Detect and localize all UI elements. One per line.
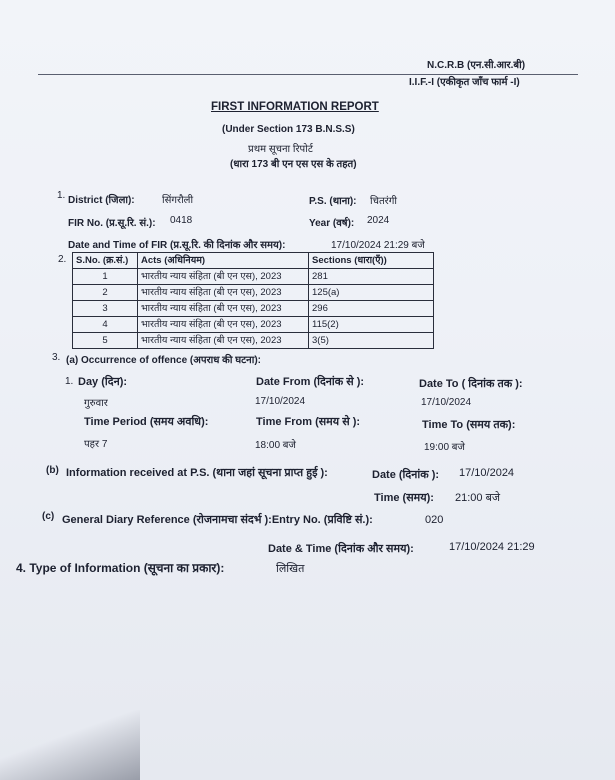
report-title: FIRST INFORMATION REPORT: [211, 101, 379, 113]
under-section: (Under Section 173 B.N.S.S): [222, 124, 355, 135]
c-marker: (c): [42, 511, 55, 522]
sections-header: Sections (धारा(एँ)): [309, 253, 434, 269]
item1-number: 1.: [57, 190, 66, 201]
row-sno: 4: [73, 317, 138, 333]
date-to-label: Date To ( दिनांक तक ):: [419, 378, 523, 390]
row-section: 281: [309, 269, 434, 285]
fir-datetime-label: Date and Time of FIR (प्र.सू.रि. की दिनांक और समय):: [68, 240, 286, 251]
gd-entry-value: 020: [425, 514, 444, 526]
row-act: भारतीय न्याय संहिता (बी एन एस), 2023: [138, 301, 309, 317]
date-from-value: 17/10/2024: [255, 396, 306, 407]
info-time-value: 21:00 बजे: [455, 492, 501, 504]
row-sno: 1: [73, 269, 138, 285]
info-date-label: Date (दिनांक ):: [372, 469, 440, 481]
day-number: 1.: [65, 376, 74, 387]
fir-datetime-value: 17/10/2024 21:29 बजे: [331, 240, 425, 251]
time-to-value: 19:00 बजे: [424, 442, 465, 453]
hindi-section: (धारा 173 बी एन एस एस के तहत): [230, 159, 357, 170]
year-value: 2024: [367, 215, 390, 226]
time-period-label: Time Period (समय अवधि):: [84, 416, 209, 428]
row-act: भारतीय न्याय संहिता (बी एन एस), 2023: [138, 285, 309, 301]
shadow-corner: [0, 710, 140, 780]
item3-number: 3.: [52, 352, 61, 363]
district-value: सिंगरौली: [162, 195, 194, 206]
information-type-value: लिखित: [276, 563, 305, 575]
hindi-title: प्रथम सूचना रिपोर्ट: [248, 144, 313, 155]
time-from-label: Time From (समय से ):: [256, 416, 361, 428]
row-section: 296: [309, 301, 434, 317]
occurrence-label: (a) Occurrence of offence (अपराध की घटना):: [66, 355, 261, 366]
table-row: [73, 317, 434, 333]
sno-header: S.No. (क्र.सं.): [73, 253, 138, 269]
fir-number-label: FIR No. (प्र.सू.रि. सं.):: [68, 218, 156, 229]
acts-header: Acts (अधिनियम): [138, 253, 309, 269]
table-row: [73, 285, 434, 301]
day-value: गुरुवार: [84, 398, 108, 409]
date-to-value: 17/10/2024: [421, 397, 472, 408]
row-section: 3(5): [309, 333, 434, 349]
time-from-value: 18:00 बजे: [255, 440, 296, 451]
gd-reference-label: General Diary Reference (रोजनामचा संदर्भ ):Entry No. (प्रविष्टि सं.):: [62, 514, 373, 526]
row-act: भारतीय न्याय संहिता (बी एन एस), 2023: [138, 269, 309, 285]
b-marker: (b): [46, 465, 59, 476]
year-label: Year (वर्ष):: [309, 218, 355, 229]
info-received-label: Information received at P.S. (थाना जहां सूचना प्राप्त हुई ):: [66, 467, 328, 479]
info-time-label: Time (समय):: [374, 492, 434, 504]
row-act: भारतीय न्याय संहिता (बी एन एस), 2023: [138, 333, 309, 349]
row-sno: 2: [73, 285, 138, 301]
row-act: भारतीय न्याय संहिता (बी एन एस), 2023: [138, 317, 309, 333]
table-row: [73, 269, 434, 285]
iif-header: I.I.F.-I (एकीकृत जाँच फार्म -I): [409, 77, 520, 88]
gd-datetime-value: 17/10/2024 21:29: [449, 541, 535, 553]
table-row: [73, 301, 434, 317]
table-row: [73, 333, 434, 349]
table-header-row: [73, 253, 434, 269]
header-divider: [38, 74, 578, 75]
time-to-label: Time To (समय तक):: [422, 419, 516, 431]
row-sno: 3: [73, 301, 138, 317]
acts-sections-table: [72, 252, 434, 349]
row-section: 115(2): [309, 317, 434, 333]
day-label: Day (दिन):: [78, 376, 128, 388]
time-period-value: पहर 7: [84, 439, 108, 450]
fir-number-value: 0418: [170, 215, 193, 226]
item2-number: 2.: [58, 254, 67, 265]
row-section: 125(a): [309, 285, 434, 301]
row-sno: 5: [73, 333, 138, 349]
information-type-label: 4. Type of Information (सूचना का प्रकार):: [16, 561, 225, 575]
ps-label: P.S. (थाना):: [309, 196, 357, 207]
date-from-label: Date From (दिनांक से ):: [256, 376, 365, 388]
district-label: District (जिला):: [68, 195, 135, 206]
info-date-value: 17/10/2024: [459, 467, 515, 479]
gd-datetime-label: Date & Time (दिनांक और समय):: [268, 543, 414, 555]
ncrb-header: N.C.R.B (एन.सी.आर.बी): [427, 60, 526, 71]
ps-value: चितरंगी: [370, 196, 397, 207]
